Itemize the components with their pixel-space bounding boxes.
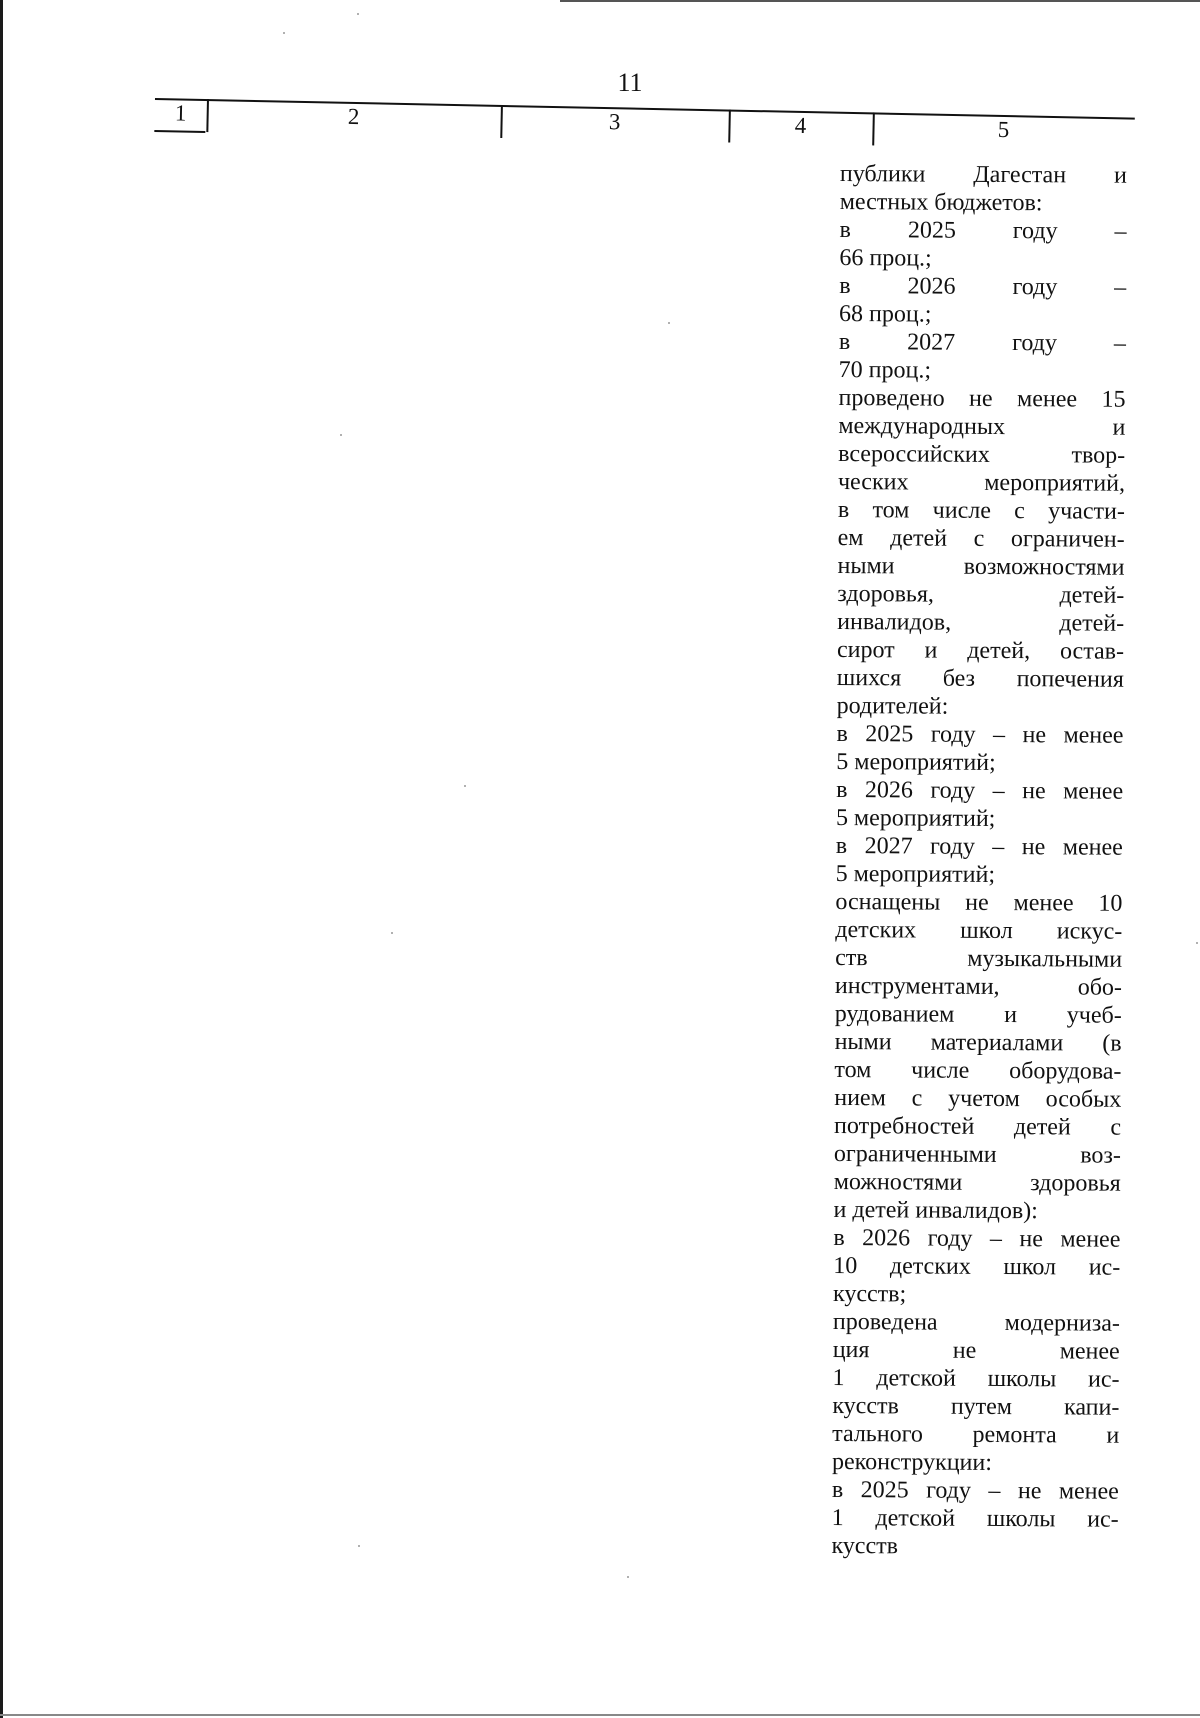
scan-bottom-edge <box>0 1714 1200 1716</box>
table-header-row <box>154 98 1134 152</box>
text-line: потребностей детей с <box>834 1112 1122 1141</box>
text-line: проведена модерниза- <box>832 1308 1120 1337</box>
text-line: реконструкции: <box>831 1448 993 1476</box>
text-line: нием с учетом особых <box>834 1084 1122 1113</box>
header-bottom-rule <box>154 130 205 133</box>
scan-speck <box>283 32 285 34</box>
text-line: сирот и детей, остав- <box>836 636 1125 665</box>
text-line: в 2025 году – не менее <box>831 1476 1119 1505</box>
text-line: ция не менее <box>832 1336 1120 1365</box>
text-line: в 2027 году – <box>838 328 1126 357</box>
text-line: ств музыкальными <box>835 944 1123 973</box>
text-line: в 2025 году – не менее <box>836 720 1124 749</box>
text-line: 10 детских школ ис- <box>833 1252 1121 1281</box>
text-line: оснащены не менее 10 <box>835 888 1123 917</box>
text-line: ными возможностями <box>837 552 1125 581</box>
text-line: и детей инвалидов): <box>833 1196 1038 1225</box>
text-line: ными материалами (в <box>834 1028 1122 1057</box>
header-col-4: 4 <box>794 112 807 139</box>
text-line: международных и <box>838 412 1126 441</box>
text-line: в 2025 году – <box>839 216 1127 245</box>
page-number: 11 <box>617 68 643 97</box>
column-5-text <box>831 160 1127 1562</box>
text-line: 70 проц.; <box>838 356 932 384</box>
text-line: ем детей с ограничен- <box>837 524 1125 553</box>
scan-speck <box>357 13 359 15</box>
scan-left-edge <box>0 0 3 1718</box>
text-line: кусств <box>831 1532 899 1560</box>
text-line: 5 мероприятий; <box>835 804 996 832</box>
header-col-1: 1 <box>174 100 187 126</box>
text-line: публики Дагестан и <box>839 160 1127 189</box>
text-line: всероссийских твор- <box>838 440 1126 469</box>
text-line: 66 проц.; <box>839 244 932 272</box>
text-line: здоровья, детей- <box>837 580 1125 609</box>
scan-top-edge <box>560 0 1200 2</box>
header-col-3: 3 <box>608 109 621 135</box>
text-line: родителей: <box>836 692 949 720</box>
scan-speck <box>464 785 466 787</box>
text-line: 68 проц.; <box>838 300 932 328</box>
scan-speck <box>358 1545 360 1547</box>
text-line: тального ремонта и <box>832 1420 1120 1449</box>
text-line: в 2027 году – не менее <box>835 832 1123 861</box>
text-line: в том числе с участи- <box>837 496 1125 525</box>
text-line: инструментами, обо- <box>834 972 1123 1001</box>
text-line: том числе оборудова- <box>834 1056 1122 1085</box>
text-line: ческих мероприятий, <box>837 468 1126 497</box>
scan-speck <box>340 434 342 436</box>
text-line: кусств; <box>832 1280 907 1308</box>
text-line: ограниченными воз- <box>833 1140 1122 1169</box>
header-col-2: 2 <box>347 103 360 130</box>
text-line: детских школ искус- <box>835 916 1123 945</box>
text-line: 1 детской школы ис- <box>832 1364 1120 1393</box>
header-col-5: 5 <box>997 116 1010 143</box>
scan-speck <box>627 1576 629 1578</box>
text-line: в 2026 году – <box>839 272 1127 301</box>
scan-speck <box>668 322 670 324</box>
scan-speck <box>1196 942 1198 944</box>
text-line: рудованием и учеб- <box>834 1000 1122 1029</box>
text-line: можностями здоровья <box>833 1168 1121 1197</box>
text-line: 5 мероприятий; <box>835 860 996 888</box>
text-line: шихся без попечения <box>836 664 1124 693</box>
text-line: проведено не менее 15 <box>838 384 1126 413</box>
text-line: 5 мероприятий; <box>836 748 996 776</box>
text-line: в 2026 году – не менее <box>836 776 1124 805</box>
text-line: кусств путем капи- <box>832 1392 1120 1421</box>
text-line: местных бюджетов: <box>839 188 1043 217</box>
text-line: 1 детской школы ис- <box>831 1504 1119 1533</box>
text-line: в 2026 году – не менее <box>833 1224 1121 1253</box>
text-line: инвалидов, детей- <box>837 608 1125 637</box>
scan-speck <box>391 932 393 934</box>
